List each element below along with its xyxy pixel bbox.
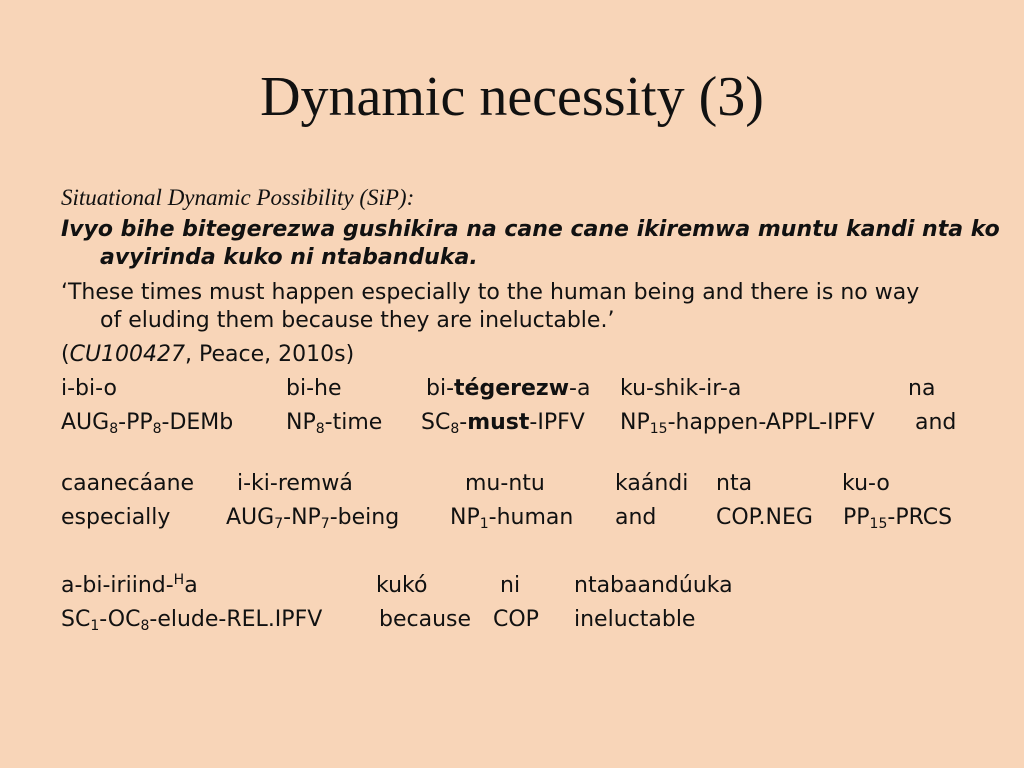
g1-morph-3: $SC_8-must$-IPFV bbox=[421, 410, 585, 437]
citation-code: CU100427 bbox=[69, 342, 186, 367]
g2-word-6: ku-o bbox=[842, 471, 890, 496]
g2-morph-2: $AUG_7-NP_7$-being bbox=[226, 505, 400, 532]
citation: (CU100427, Peace, 2010s) bbox=[61, 342, 355, 367]
g2-morph-4: and bbox=[615, 505, 657, 530]
g2-morph-6: $PP_{15}$-PRCS bbox=[843, 505, 953, 532]
g2-word-1: caanecáane bbox=[61, 471, 195, 496]
g1-morph-4: $NP_{15}-happen-APPL$-IPFV bbox=[620, 410, 875, 437]
g3-morph-3: COP bbox=[493, 607, 539, 632]
g2-morph-1: especially bbox=[61, 505, 171, 530]
translation-line-1: ‘These times must happen especially to the human being and there is no way bbox=[61, 280, 920, 305]
subheading: Situational Dynamic Possibility (SiP): bbox=[61, 185, 415, 210]
g1-morph-2: $NP_8$-time bbox=[286, 410, 383, 437]
g3-morph-4: ineluctable bbox=[574, 607, 696, 632]
g2-morph-3: $NP_1$-human bbox=[450, 505, 574, 532]
g3-word-4: ntabaandúuka bbox=[574, 573, 733, 598]
g3-word-1: a-bi-iriind-$^H$a bbox=[61, 572, 198, 598]
g1-morph-1: $AUG_8-PP_8$-DEMb bbox=[61, 410, 234, 437]
g2-word-5: nta bbox=[716, 471, 753, 496]
g2-word-2: i-ki-remwá bbox=[237, 471, 353, 496]
g1-word-5: na bbox=[908, 376, 936, 401]
g3-morph-2: because bbox=[379, 607, 472, 632]
translation-line-2: of eluding them because they are ineluctable.’ bbox=[100, 308, 615, 333]
g2-morph-5: COP.NEG bbox=[716, 505, 813, 530]
g2-word-3: mu-ntu bbox=[465, 471, 545, 496]
g3-morph-1: $SC_1-OC_8-elude-REL.IPFV$ bbox=[61, 607, 323, 634]
source-sentence-line-2: avyirinda kuko ni ntabanduka. bbox=[100, 245, 478, 270]
slide-title: Dynamic necessity (3) bbox=[260, 66, 764, 128]
g2-word-4: kaándi bbox=[615, 471, 689, 496]
g1-word-3: bi-tégerezw-a bbox=[426, 376, 591, 401]
g1-word-2: bi-he bbox=[286, 376, 342, 401]
g1-word-4: ku-shik-ir-a bbox=[620, 376, 742, 401]
g3-word-2: kukó bbox=[376, 573, 428, 598]
g3-word-3: ni bbox=[500, 573, 521, 598]
g1-word-1: i-bi-o bbox=[61, 376, 117, 401]
source-sentence-line-1: Ivyo bihe bitegerezwa gushikira na cane cane ikiremwa muntu kandi nta ko bbox=[61, 217, 1000, 242]
g1-morph-5: and bbox=[915, 410, 957, 435]
